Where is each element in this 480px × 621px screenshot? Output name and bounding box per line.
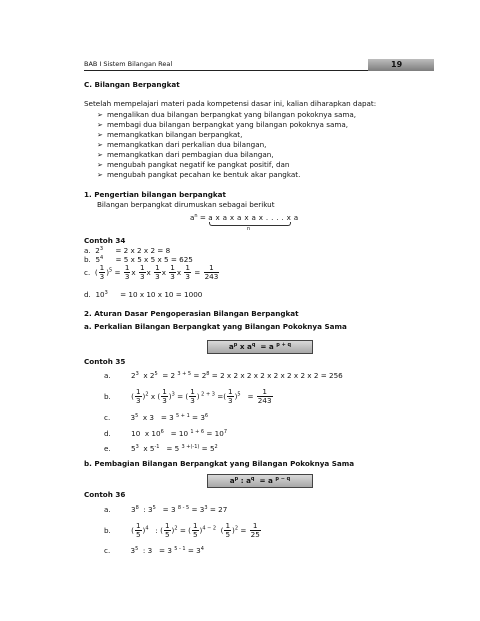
chapter-header: BAB I Sistem Bilangan Real xyxy=(84,60,173,68)
intro-text: Setelah mempelajari materi pada kompetensi dasar ini, kalian diharapkan dapat: xyxy=(84,99,377,108)
page-number: 19 xyxy=(391,60,403,69)
arrow-bullet-icon: ➢ xyxy=(97,121,103,129)
example-36b: b. ( $\frac{1}{5}$ )$^4$ : ( $\frac{1}{5}$ )$^2$ = ( $\frac{1}{5}$ )$^{4 - 2}$ ( $\frac{1}{5}$ )$^2$ = $\frac{1}{25}$ xyxy=(104,521,260,539)
example-34c: c. ( $\frac{1}{3}$ )$^5$ = $\frac{1}{3}$ x $\frac{1}{3}$ x $\frac{1}{3}$ x $\frac{1}{3}$ x $\frac{1}{3}$ = $\frac{1}{243}$ xyxy=(84,263,219,281)
subsection-title: 1. Pengertian bilangan berpangkat xyxy=(84,190,226,199)
example-34a: a. $2^3 = 2$ x 2 x 2 = 8 xyxy=(84,246,171,255)
example-35c: c. $3^5$ x 3 = 3 $^{5 + 1} = 3^6$ xyxy=(104,413,209,422)
repeated-product: a x a x a x a x . . . . x a xyxy=(208,213,299,222)
brace-label: n xyxy=(247,226,251,232)
definition-text: Bilangan berpangkat dirumuskan sebagai berikut xyxy=(97,200,275,209)
example-title: Contoh 36 xyxy=(84,490,126,499)
rule-a-title: a. Perkalian Bilangan Berpangkat yang Bilangan Pokoknya Sama xyxy=(84,322,347,331)
example-title: Contoh 34 xyxy=(84,236,126,245)
arrow-bullet-icon: ➢ xyxy=(97,141,103,149)
example-35a: a. $2^3$ x $2^5 = 2$ $^{3 + 5} = 2^8 = 2$ x 2 x 2 x 2 x 2 x 2 x 2 x 2 = 256 xyxy=(104,371,343,380)
section-title: C. Bilangan Berpangkat xyxy=(84,80,180,89)
arrow-bullet-icon: ➢ xyxy=(97,151,103,159)
list-item: ➢ mengubah pangkat negatif ke pangkat positif, dan xyxy=(97,160,290,169)
example-36c: c. $3^5$ : 3 = 3 $^{5 - 1} = 3^4$ xyxy=(104,546,204,555)
list-item: ➢ memangkatkan dari pembagian dua bilangan, xyxy=(97,150,274,159)
list-item: ➢ memangkatkan bilangan berpangkat, xyxy=(97,130,243,139)
list-item: ➢ mengalikan dua bilangan berpangkat yang bilangan pokoknya sama, xyxy=(97,110,357,119)
example-34b: b. $5^4 = 5$ x 5 x 5 x 5 = 625 xyxy=(84,255,193,264)
arrow-bullet-icon: ➢ xyxy=(97,171,103,179)
example-35b: b. ( $\frac{1}{3}$ )$^2$ x ( $\frac{1}{3}$ )$^3$ = ( $\frac{1}{3}$ ) $^{2 + 3}$ =( $\frac{1}{3}$ )$^5$ = $\frac{1}{243}$ xyxy=(104,387,272,405)
subsection-title: 2. Aturan Dasar Pengoperasian Bilangan Berpangkat xyxy=(84,309,299,318)
example-title: Contoh 35 xyxy=(84,357,126,366)
definition-formula: $a^n = a$ x a x a x a x . . . . x a xyxy=(190,213,299,222)
list-item: ➢ mengubah pangkat pecahan ke bentuk akar pangkat. xyxy=(97,170,301,179)
list-item: ➢ memangkatkan dari perkalian dua bilangan, xyxy=(97,140,267,149)
arrow-bullet-icon: ➢ xyxy=(97,131,103,139)
rule-b-title: b. Pembagian Bilangan Berpangkat yang Bilangan Pokoknya Sama xyxy=(84,459,355,468)
example-35e: e. $5^3$ x $5^{-1} = 5$ $^{3 +(-1)} = 5^2$ xyxy=(104,444,218,453)
example-34d: d. $10^3 = 10$ x 10 x 10 = 1000 xyxy=(84,290,203,299)
arrow-bullet-icon: ➢ xyxy=(97,111,103,119)
list-item: ➢ membagi dua bilangan berpangkat yang bilangan pokoknya sama, xyxy=(97,120,349,129)
example-35d: d. 10 x $10^6 = 10$ $^{1 + 6} = 10^7$ xyxy=(104,429,228,438)
formula-box-multiplication: $a^p$ x $a^q = a$ $^{p + q}$ xyxy=(207,340,313,354)
formula-box-division: $a^p$ : $a^q = a$ $^{p - q}$ xyxy=(207,474,313,488)
arrow-bullet-icon: ➢ xyxy=(97,161,103,169)
example-36a: a. $3^8$ : $3^5 = 3$ $^{8 - 5} = 3^3 = 27$ xyxy=(104,505,228,514)
